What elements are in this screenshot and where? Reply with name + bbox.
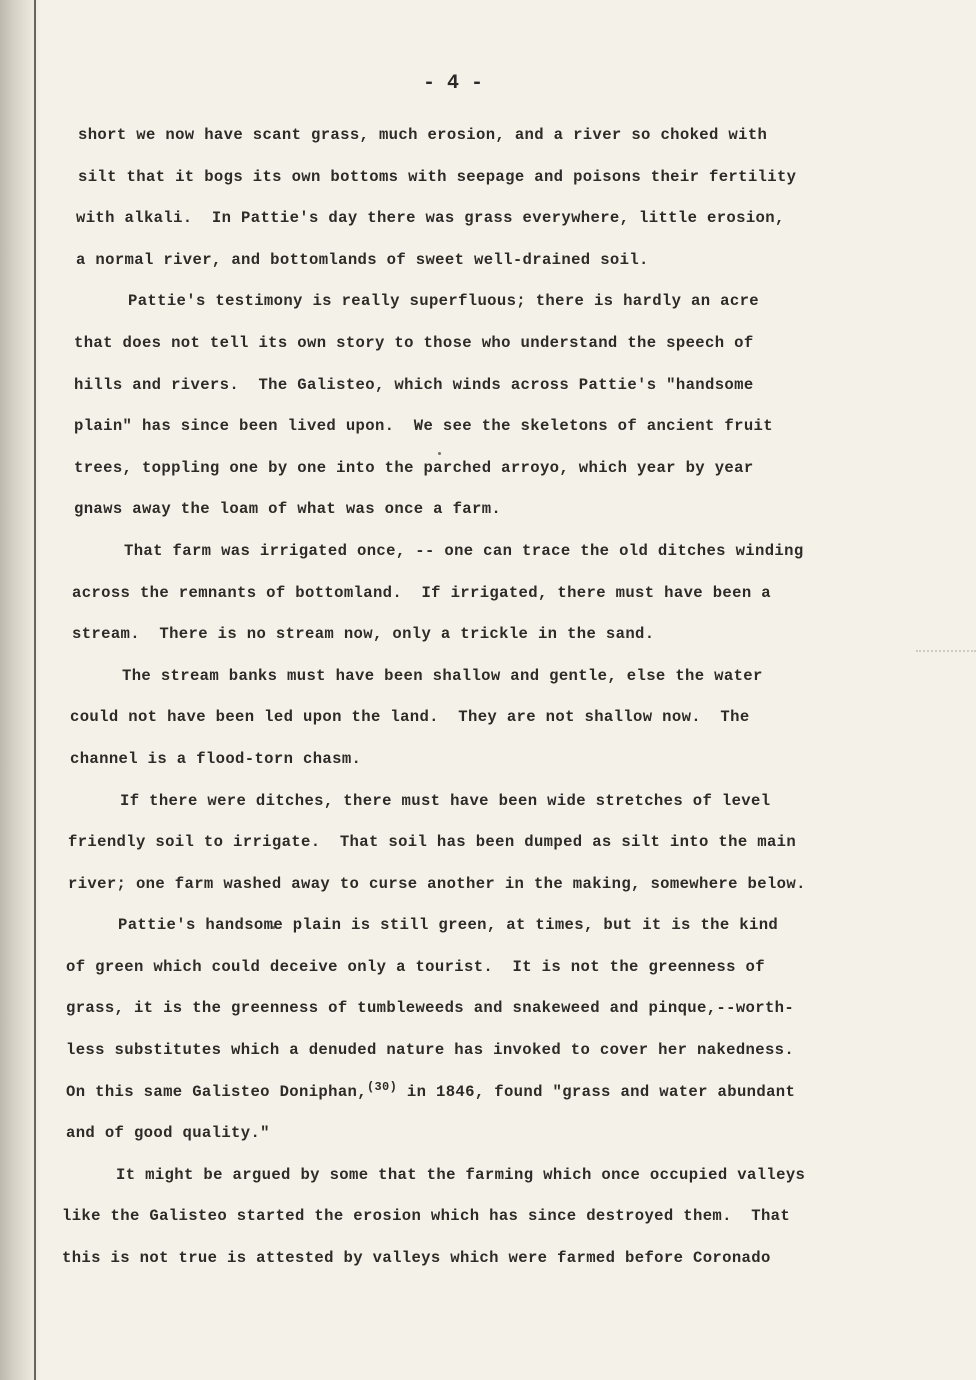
text-line: That farm was irrigated once, -- one can trace the old ditches winding bbox=[124, 541, 804, 560]
page-edge-marks bbox=[916, 650, 976, 655]
text-line: It might be argued by some that the farming which once occupied valleys bbox=[116, 1165, 806, 1184]
text-line: with alkali. In Pattie's day there was grass everywhere, little erosion, bbox=[76, 209, 785, 228]
text-line: Pattie's testimony is really superfluous; there is hardly an acre bbox=[128, 292, 760, 311]
typed-text-body bbox=[62, 115, 882, 1280]
text-line: river; one farm washed away to curse another in the making, somewhere below. bbox=[68, 874, 806, 893]
text-line: grass, it is the greenness of tumbleweeds and snakeweed and pinque,--worth- bbox=[66, 999, 795, 1018]
text-line: less substitutes which a denuded nature has invoked to cover her nakedness. bbox=[66, 1041, 795, 1060]
text-line: plain" has since been lived upon. We see the skeletons of ancient fruit bbox=[74, 417, 773, 436]
paragraph bbox=[62, 1155, 882, 1280]
text-line: short we now have scant grass, much erosion, and a river so choked with bbox=[78, 126, 768, 144]
text-line: that does not tell its own story to those who understand the speech of bbox=[74, 333, 754, 352]
text-line: and of good quality." bbox=[66, 1124, 270, 1143]
text-line bbox=[62, 1072, 882, 1114]
text-line: silt that it bogs its own bottoms with seepage and poisons their fertility bbox=[78, 167, 797, 186]
paragraph bbox=[62, 281, 882, 531]
text-line: friendly soil to irrigate. That soil has been dumped as silt into the main bbox=[68, 833, 797, 852]
paragraph bbox=[62, 531, 882, 656]
text-line: of green which could deceive only a tourist. It is not the greenness of bbox=[66, 957, 765, 976]
text-line: channel is a flood-torn chasm. bbox=[70, 749, 362, 768]
text-line: like the Galisteo started the erosion which has since destroyed them. That bbox=[62, 1207, 791, 1226]
text-line: hills and rivers. The Galisteo, which winds across Pattie's "handsome bbox=[74, 375, 754, 394]
text-line: trees, toppling one by one into the parched arroyo, which year by year bbox=[74, 458, 754, 477]
text-line-start: On this same Galisteo Doniphan, bbox=[66, 1082, 367, 1101]
text-line: gnaws away the loam of what was once a farm. bbox=[74, 500, 502, 519]
paragraph bbox=[62, 905, 882, 1155]
text-line: If there were ditches, there must have been wide stretches of level bbox=[120, 791, 771, 810]
binding-edge bbox=[34, 0, 36, 1380]
page-number: - 4 - bbox=[422, 72, 483, 95]
text-line-end: in 1846, found "grass and water abundant bbox=[397, 1082, 796, 1101]
text-line: stream. There is no stream now, only a trickle in the sand. bbox=[72, 625, 655, 644]
text-line: this is not true is attested by valleys which were farmed before Coronado bbox=[62, 1249, 771, 1268]
footnote-reference: (30) bbox=[366, 1079, 398, 1094]
paragraph bbox=[62, 781, 882, 906]
text-line: The stream banks must have been shallow and gentle, else the water bbox=[122, 666, 763, 685]
text-line: Pattie's handsome plain is still green, at times, but it is the kind bbox=[118, 916, 779, 935]
text-line: could not have been led upon the land. They are not shallow now. The bbox=[70, 708, 750, 727]
paragraph bbox=[62, 656, 882, 781]
text-line: a normal river, and bottomlands of sweet well-drained soil. bbox=[76, 250, 649, 269]
text-line: across the remnants of bottomland. If irrigated, there must have been a bbox=[72, 583, 771, 602]
paragraph bbox=[62, 115, 882, 281]
